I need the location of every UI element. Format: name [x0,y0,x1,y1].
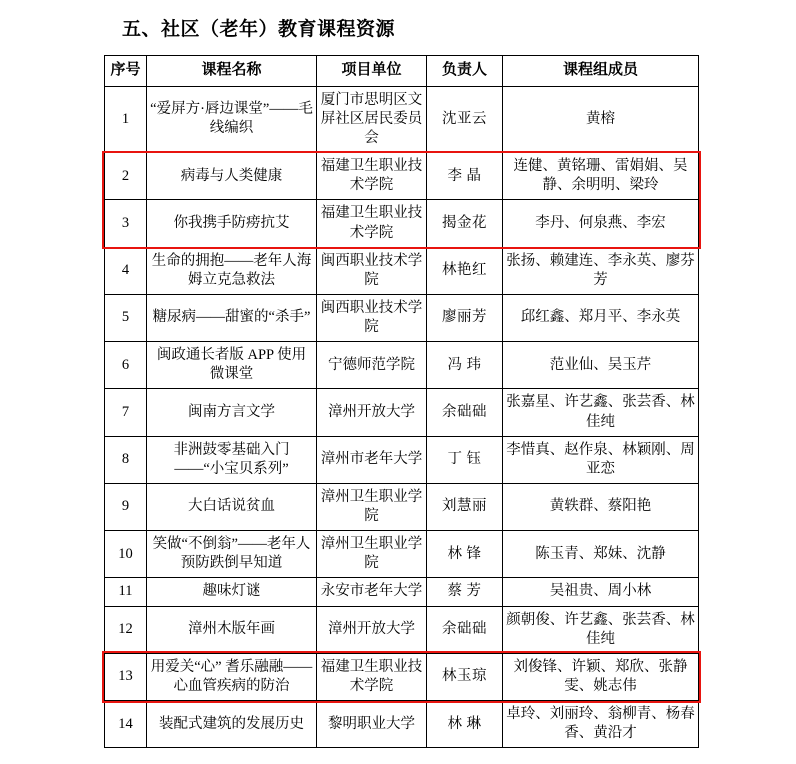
table-row [105,294,699,341]
cell-no: 1 [105,86,147,152]
table-row [105,531,699,578]
cell-course-name: 漳州木版年画 [147,606,317,653]
cell-course-name: 闽政通长者版 APP 使用微课堂 [147,342,317,389]
cell-unit: 宁德师范学院 [317,342,427,389]
cell-no: 8 [105,436,147,483]
cell-leader: 李 晶 [427,153,503,200]
cell-members: 邱红鑫、郑月平、李永英 [503,294,699,341]
cell-leader: 林玉琼 [427,653,503,700]
cell-leader: 揭金花 [427,200,503,247]
cell-leader: 蔡 芳 [427,578,503,606]
cell-leader: 林艳红 [427,247,503,294]
cell-unit: 漳州卫生职业学院 [317,531,427,578]
cell-course-name: 闽南方言文学 [147,389,317,436]
table-row [105,606,699,653]
table-row [105,436,699,483]
cell-course-name: 非洲鼓零基础入门——“小宝贝系列” [147,436,317,483]
cell-no: 2 [105,153,147,200]
cell-leader: 余础础 [427,606,503,653]
cell-unit: 漳州开放大学 [317,389,427,436]
column-header-members: 课程组成员 [503,56,699,87]
cell-leader: 冯 玮 [427,342,503,389]
cell-no: 3 [105,200,147,247]
cell-leader: 丁 钰 [427,436,503,483]
cell-no: 5 [105,294,147,341]
cell-course-name: 你我携手防痨抗艾 [147,200,317,247]
cell-course-name: 趣味灯谜 [147,578,317,606]
cell-course-name: 生命的拥抱——老年人海姆立克急救法 [147,247,317,294]
cell-no: 6 [105,342,147,389]
table-header-row [105,56,699,87]
cell-members: 卓玲、刘丽玲、翁柳青、杨春香、黄沿才 [503,701,699,748]
cell-members: 范业仙、吴玉芹 [503,342,699,389]
cell-unit: 漳州卫生职业学院 [317,483,427,530]
course-resource-table-wrapper [104,55,698,748]
table-row [105,86,699,152]
cell-unit: 漳州市老年大学 [317,436,427,483]
cell-leader: 沈亚云 [427,86,503,152]
table-row [105,701,699,748]
cell-no: 14 [105,701,147,748]
cell-unit: 永安市老年大学 [317,578,427,606]
cell-no: 12 [105,606,147,653]
table-row [105,483,699,530]
cell-members: 吴祖贵、周小林 [503,578,699,606]
cell-no: 4 [105,247,147,294]
table-row [105,153,699,200]
cell-members: 李丹、何泉燕、李宏 [503,200,699,247]
cell-course-name: 笑做“不倒翁”——老年人预防跌倒早知道 [147,531,317,578]
cell-unit: 闽西职业技术学院 [317,247,427,294]
course-resource-table [104,55,699,748]
cell-course-name: 装配式建筑的发展历史 [147,701,317,748]
cell-no: 11 [105,578,147,606]
page-title: 五、社区（老年）教育课程资源 [122,19,396,40]
cell-members: 李惜真、赵作泉、林颖刚、周亚恋 [503,436,699,483]
cell-members: 连健、黄铭珊、雷娟娟、吴静、余明明、梁玲 [503,153,699,200]
cell-members: 黄轶群、蔡阳艳 [503,483,699,530]
table-row [105,342,699,389]
cell-course-name: 大白话说贫血 [147,483,317,530]
cell-no: 10 [105,531,147,578]
table-body [105,86,699,748]
cell-leader: 林 锋 [427,531,503,578]
cell-course-name: 用爱关“心” 耆乐融融——心血管疾病的防治 [147,653,317,700]
cell-unit: 福建卫生职业技术学院 [317,153,427,200]
column-header-no: 序号 [105,56,147,87]
cell-unit: 黎明职业大学 [317,701,427,748]
table-row [105,200,699,247]
cell-leader: 刘慧丽 [427,483,503,530]
cell-unit: 漳州开放大学 [317,606,427,653]
cell-members: 陈玉青、郑妹、沈静 [503,531,699,578]
cell-members: 刘俊锋、许颖、郑欣、张静雯、姚志伟 [503,653,699,700]
cell-course-name: 糖尿病——甜蜜的“杀手” [147,294,317,341]
cell-leader: 林 琳 [427,701,503,748]
cell-members: 黄榕 [503,86,699,152]
cell-members: 张嘉星、许艺鑫、张芸香、林佳纯 [503,389,699,436]
cell-no: 7 [105,389,147,436]
table-row [105,389,699,436]
cell-leader: 廖丽芳 [427,294,503,341]
cell-unit: 福建卫生职业技术学院 [317,200,427,247]
cell-leader: 余础础 [427,389,503,436]
cell-unit: 厦门市思明区文屏社区居民委员会 [317,86,427,152]
cell-members: 颜朝俊、许艺鑫、张芸香、林佳纯 [503,606,699,653]
cell-no: 13 [105,653,147,700]
table-header [105,56,699,87]
table-row [105,247,699,294]
column-header-course-name: 课程名称 [147,56,317,87]
cell-unit: 闽西职业技术学院 [317,294,427,341]
column-header-leader: 负责人 [427,56,503,87]
table-row [105,578,699,606]
cell-no: 9 [105,483,147,530]
table-row [105,653,699,700]
cell-course-name: 病毒与人类健康 [147,153,317,200]
cell-members: 张扬、赖建连、李永英、廖芬芳 [503,247,699,294]
cell-course-name: “爱屏方·唇边课堂”——毛线编织 [147,86,317,152]
cell-unit: 福建卫生职业技术学院 [317,653,427,700]
column-header-unit: 项目单位 [317,56,427,87]
